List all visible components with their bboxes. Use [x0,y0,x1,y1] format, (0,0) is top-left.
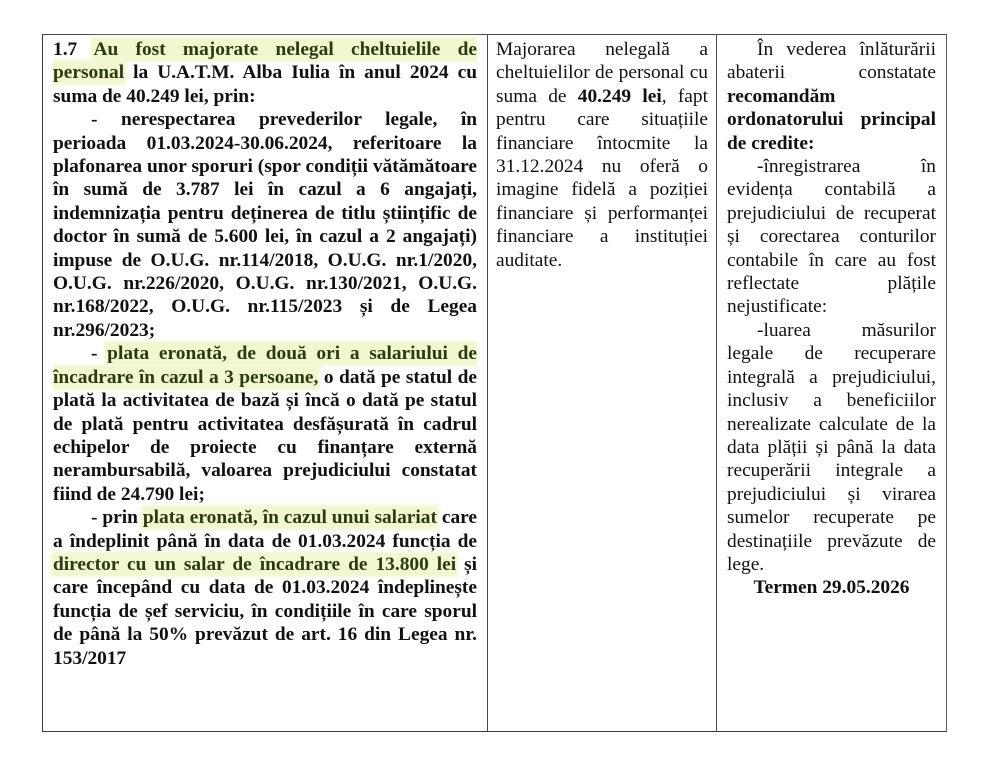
finding-intro [53,38,477,108]
highlighted-text: director cu un salar de încadrare de 13.800 lei [53,553,457,575]
finding-number: 1.7 [53,39,78,60]
finding-intro-text: la U.A.T.M. Alba Iulia în anul 2024 cu suma de 40.249 lei, prin: [53,62,477,107]
text: Majorarea nelegală a cheltuielilor de personal cu suma de [496,39,708,107]
recommendation-bold: recomandăm ordonatorului principal de credite: [727,85,936,154]
highlighted-text: Au fost majorate nelegal cheltuielile de personal [53,39,477,84]
consequence-column [488,35,717,731]
audit-findings-table [42,34,947,732]
highlighted-text: plata eronată, în cazul unui salariat [142,507,437,529]
amount: 40.249 lei [577,85,662,107]
highlighted-text: plata eronată, de două ori a salariului de încadrare în cazul a 3 persoane, [53,343,477,388]
recommendation-column [717,35,946,731]
finding-item-2 [53,342,477,506]
consequence-text [496,38,708,272]
text: , fapt pentru care situațiile financiare întocmite la 31.12.2024 nu oferă o imagine fidelă a poziției financiare și performanței financiare a instituției auditate. [496,85,708,271]
dash: - [91,343,108,365]
recommendation-item-2: -luarea măsurilor legale de recuperare integrală a prejudiciului, inclusiv a beneficiilor nerealizate calculate de la data plății și până la data recuperării integrale a prejudiciului și virarea sumelor recuperate pe destinațiile prevăzute de lege. [727,319,936,575]
text: care a îndeplinit până în data de 01.03.2024 funcția de [53,507,477,552]
finding-column [43,35,488,731]
finding-item-3 [53,506,477,670]
deadline: Termen 29.05.2026 [753,577,910,599]
text: - prin [91,507,143,529]
recommendation-item-1: -înregistrarea în evidența contabilă a prejudiciului de recuperat și corectarea conturilor contabile în care au fost reflectate plățile nejustificate: [727,156,936,318]
recommendation-intro [727,38,936,155]
finding-item-2-text: o dată pe statul de plată la activitatea de bază și încă o dată pe statul de plată pentru activitatea desfășurată în cadrul echipelor de proiecte cu finanțare externă nerambursabilă, valoarea prejudiciului constatat fiind de 24.790 lei; [53,366,477,505]
text: și care începând cu data de 01.03.2024 îndeplinește funcția de șef serviciu, în condițiile în care sporul de până la 50% prevăzut de art. 16 din Legea nr. 153/2017 [53,553,478,669]
text: În vederea înlăturării abaterii constatate [727,39,936,84]
finding-item-1: - nerespectarea prevederilor legale, în perioada 01.03.2024-30.06.2024, referitoare la plafonarea unor sporuri (spor condiții vătămătoare în sumă de 3.787 lei în cazul a 6 angajați, indemnizația pentru deținerea de titlu științific de doctor în sumă de 5.600 lei, în cazul a 2 angajați) impuse de O.U.G. nr.114/2018, O.U.G. nr.1/2020, O.U.G. nr.226/2020, O.U.G. nr.130/2021, O.U.G. nr.168/2022, O.U.G. nr.115/2023 și de Legea nr.296/2023; [53,109,477,341]
